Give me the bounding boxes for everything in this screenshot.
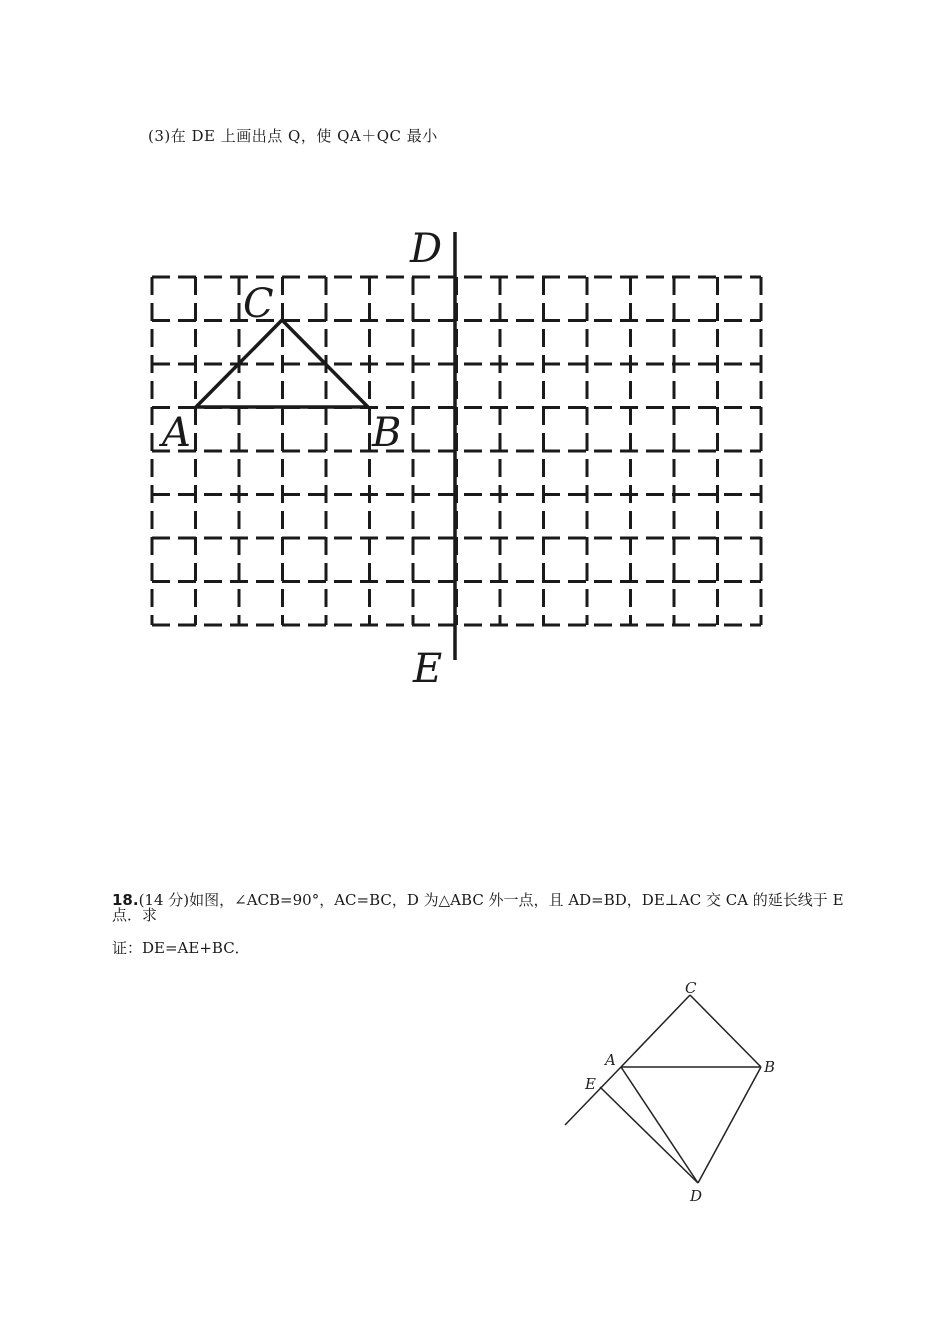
question-18-line2: 证：DE=AE+BC． xyxy=(112,939,250,957)
label-a: A xyxy=(162,410,191,456)
question-18-line1 xyxy=(112,893,852,923)
segment-bd xyxy=(698,1067,761,1183)
question-3-text: (3)在 DE 上画出点 Q，使 QA＋QC 最小 xyxy=(148,127,438,145)
question-18-number: 18. xyxy=(112,891,139,909)
geometry-figure xyxy=(555,975,795,1215)
segment-cb xyxy=(690,995,761,1067)
label-e: E xyxy=(413,646,443,692)
geo-label-d: D xyxy=(690,1187,703,1205)
geo-label-c: C xyxy=(685,979,697,997)
label-b: B xyxy=(372,410,402,456)
label-d: D xyxy=(410,226,443,272)
label-c: C xyxy=(243,281,274,327)
geo-label-b: B xyxy=(764,1058,776,1076)
segment-ad xyxy=(621,1067,698,1183)
grid-figure xyxy=(130,220,790,695)
segment-ca xyxy=(621,995,690,1067)
segment-ed xyxy=(600,1087,698,1183)
question-18-text: (14 分)如图，∠ACB=90°，AC=BC，D 为△ABC 外一点，且 AD=BD，DE⊥AC 交 CA 的延长线于 E 点．求 xyxy=(112,891,844,924)
geo-label-e: E xyxy=(585,1075,596,1093)
geo-label-a: A xyxy=(605,1051,616,1069)
